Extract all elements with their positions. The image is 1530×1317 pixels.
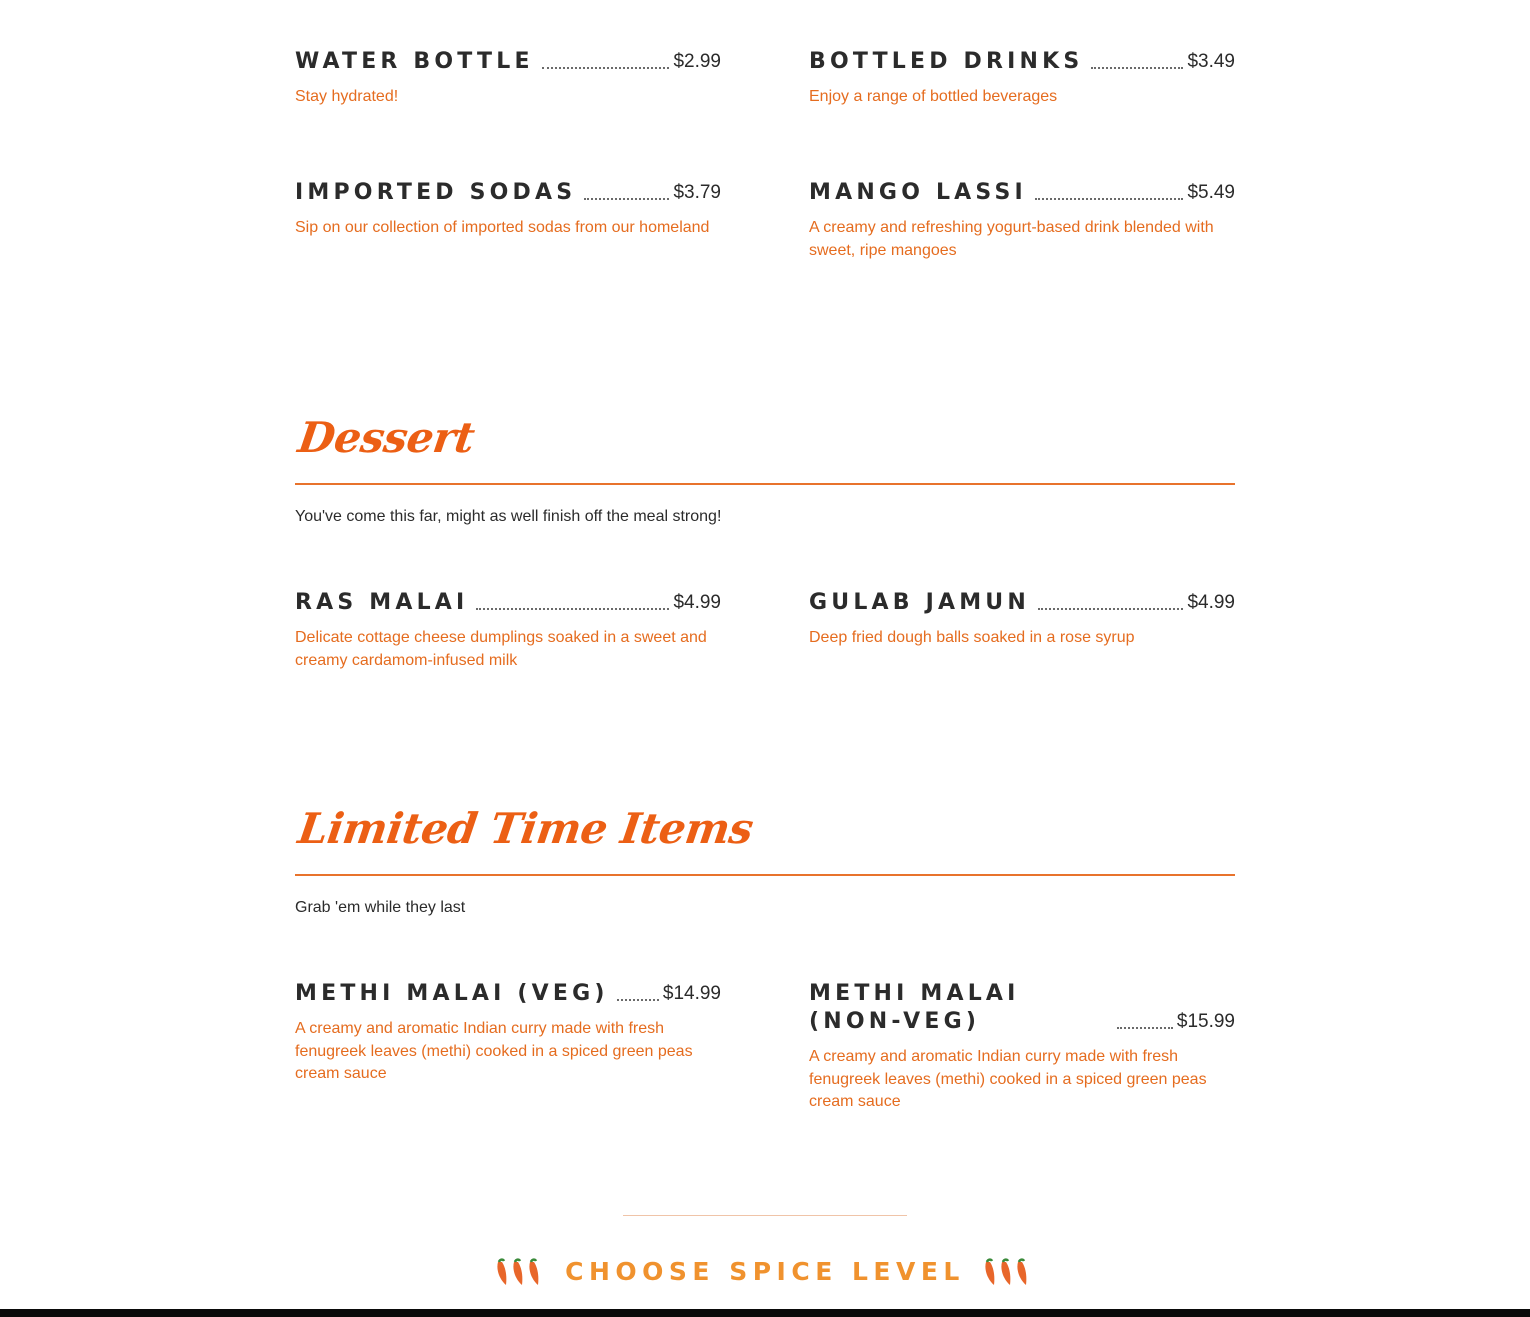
menu-item (295, 48, 721, 109)
menu-item (809, 48, 1235, 109)
menu-item-description: A creamy and aromatic Indian curry made with fresh fenugreek leaves (methi) cooked in a spiced green peas cream sauce (295, 1020, 693, 1082)
dotted-leader (542, 67, 670, 69)
dotted-leader (617, 999, 659, 1001)
menu-item-price: $4.99 (673, 592, 721, 613)
menu-item-description: Stay hydrated! (295, 88, 399, 105)
menu-item-name: MANGO LASSI (809, 180, 1027, 205)
menu-item-name: IMPORTED SODAS (295, 180, 577, 205)
menu-item-header (295, 179, 721, 207)
section-subtitle-dessert: You've come this far, might as well finish off the meal strong! (295, 508, 722, 525)
dotted-leader (476, 608, 669, 610)
menu-item-name: METHI MALAI (VEG) (295, 981, 609, 1006)
menu-item-header (809, 48, 1235, 76)
menu-item-header (809, 179, 1235, 207)
menu-item-header (295, 980, 721, 1008)
footer-divider (623, 1215, 907, 1216)
menu-item-name: METHI MALAI (NON-VEG) (809, 981, 1020, 1034)
menu-item-description: A creamy and aromatic Indian curry made with fresh fenugreek leaves (methi) cooked in a spiced green peas cream sauce (809, 1048, 1207, 1110)
menu-item-name: BOTTLED DRINKS (809, 49, 1084, 74)
menu-item-description: A creamy and refreshing yogurt-based drink blended with sweet, ripe mangoes (809, 219, 1214, 259)
section-divider (295, 874, 1235, 876)
menu-item (809, 980, 1235, 1114)
menu-item-price: $15.99 (1176, 1011, 1235, 1032)
menu-item (295, 179, 721, 240)
menu-item-header (809, 980, 1235, 1036)
spice-level-header (0, 1254, 1530, 1290)
menu-item-price: $14.99 (662, 983, 721, 1004)
spice-level-label: CHOOSE SPICE LEVEL (565, 1257, 965, 1286)
menu-item-header (295, 48, 721, 76)
menu-item-price: $3.49 (1187, 51, 1235, 72)
chili-peppers-icon (495, 1257, 547, 1287)
dotted-leader (1038, 608, 1183, 610)
menu-item (809, 179, 1235, 262)
dotted-leader (584, 198, 669, 200)
menu-item-description: Sip on our collection of imported sodas from our homeland (295, 219, 710, 236)
menu-item-name: GULAB JAMUN (809, 590, 1030, 615)
menu-item-price: $3.79 (673, 182, 721, 203)
menu-item (295, 980, 721, 1086)
menu-item-description: Deep fried dough balls soaked in a rose syrup (809, 629, 1135, 646)
menu-item-description: Enjoy a range of bottled beverages (809, 88, 1058, 105)
section-title-limited: Limited Time Items (295, 804, 757, 853)
dotted-leader (1035, 198, 1184, 200)
menu-item-name: WATER BOTTLE (295, 49, 534, 74)
menu-item-price: $2.99 (673, 51, 721, 72)
dotted-leader (1091, 67, 1183, 69)
menu-item-name: RAS MALAI (295, 590, 469, 615)
menu-item-header (809, 589, 1235, 617)
menu-item (295, 589, 721, 672)
section-title-dessert: Dessert (295, 413, 478, 462)
menu-item (809, 589, 1235, 650)
section-subtitle-limited: Grab 'em while they last (295, 899, 466, 916)
dotted-leader (1117, 1027, 1173, 1029)
chili-peppers-icon (983, 1257, 1035, 1287)
bottom-bar (0, 1309, 1530, 1317)
menu-item-price: $5.49 (1187, 182, 1235, 203)
menu-item-price: $4.99 (1187, 592, 1235, 613)
menu-item-header (295, 589, 721, 617)
section-divider (295, 483, 1235, 485)
menu-item-description: Delicate cottage cheese dumplings soaked in a sweet and creamy cardamom-infused milk (295, 629, 707, 669)
